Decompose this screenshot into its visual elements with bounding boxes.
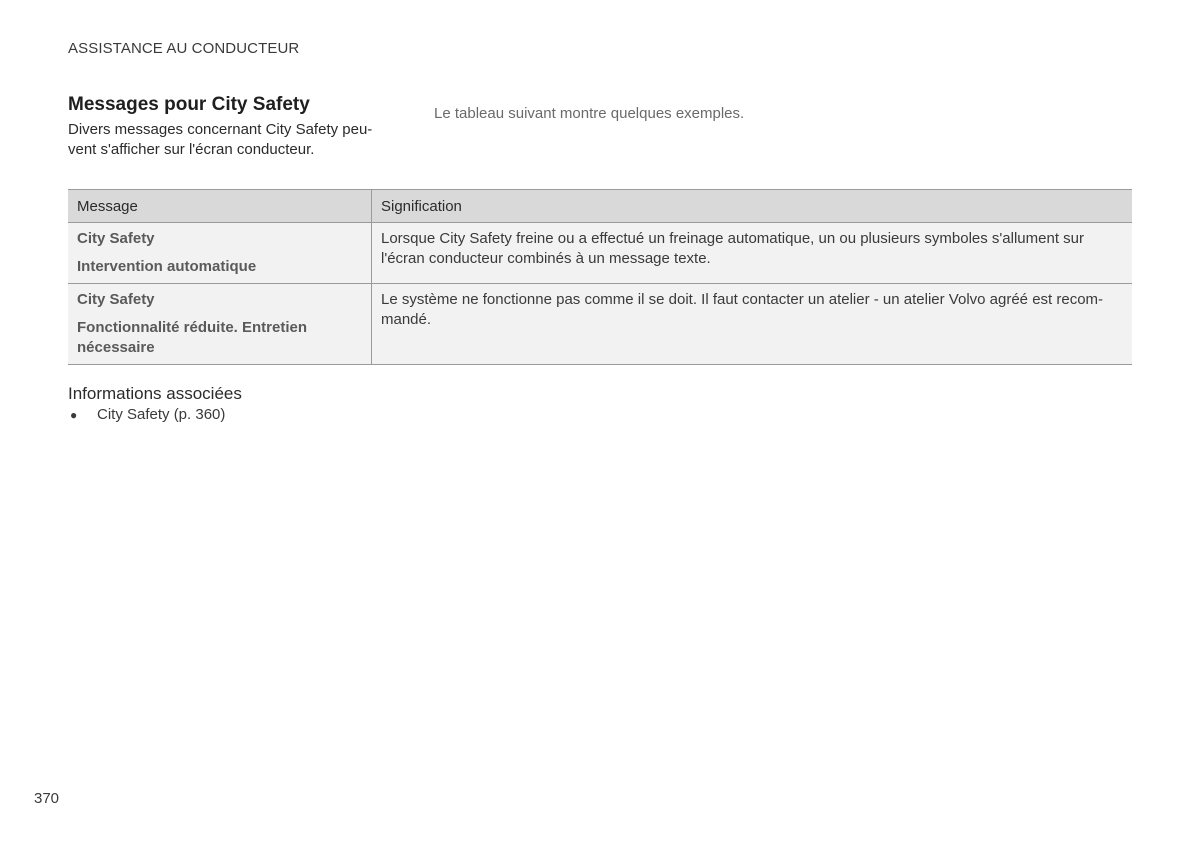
table-intro-text: Le tableau suivant montre quelques exemples. [434, 105, 745, 122]
intro-text [68, 120, 388, 160]
column-header-signification: Signification [372, 190, 1133, 223]
message-cell [68, 223, 372, 284]
message-name: City Safety [77, 230, 155, 247]
signification-cell [372, 284, 1133, 365]
table-row [68, 223, 1132, 284]
signification-line-1: Le système ne fonctionne pas comme il se doit. Il faut contacter un atelier - un atelier Volvo agréé est recom- [381, 291, 1104, 308]
messages-table [68, 189, 1132, 365]
section-header: ASSISTANCE AU CONDUCTEUR [68, 40, 300, 57]
related-info-title: Informations associées [68, 384, 242, 403]
signification-line-2: l'écran conducteur combinés à un message texte. [381, 250, 711, 267]
message-subtitle-line-1: Fonctionnalité réduite. Entretien [77, 319, 308, 336]
message-subtitle: Intervention automatique [77, 258, 257, 275]
bullet-icon: ● [70, 408, 78, 422]
related-info-list [68, 405, 225, 425]
page-title: Messages pour City Safety [68, 94, 310, 115]
intro-line-1: Divers messages concernant City Safety peu- [68, 121, 373, 138]
signification-line-2: mandé. [381, 311, 432, 328]
table-row [68, 284, 1132, 365]
column-header-message: Message [68, 190, 372, 223]
table-header-row [68, 190, 1132, 223]
related-link[interactable]: City Safety (p. 360) [97, 406, 226, 423]
message-subtitle-line-2: nécessaire [77, 339, 155, 356]
message-subtitle [77, 318, 362, 358]
signification-line-1: Lorsque City Safety freine ou a effectué un freinage automatique, un ou plusieurs symboles s'allument sur [381, 230, 1084, 247]
message-name: City Safety [77, 291, 155, 308]
intro-line-2: vent s'afficher sur l'écran conducteur. [68, 141, 315, 158]
list-item[interactable] [68, 405, 225, 425]
signification-cell [372, 223, 1133, 284]
page-number: 370 [34, 790, 60, 807]
message-cell [68, 284, 372, 365]
